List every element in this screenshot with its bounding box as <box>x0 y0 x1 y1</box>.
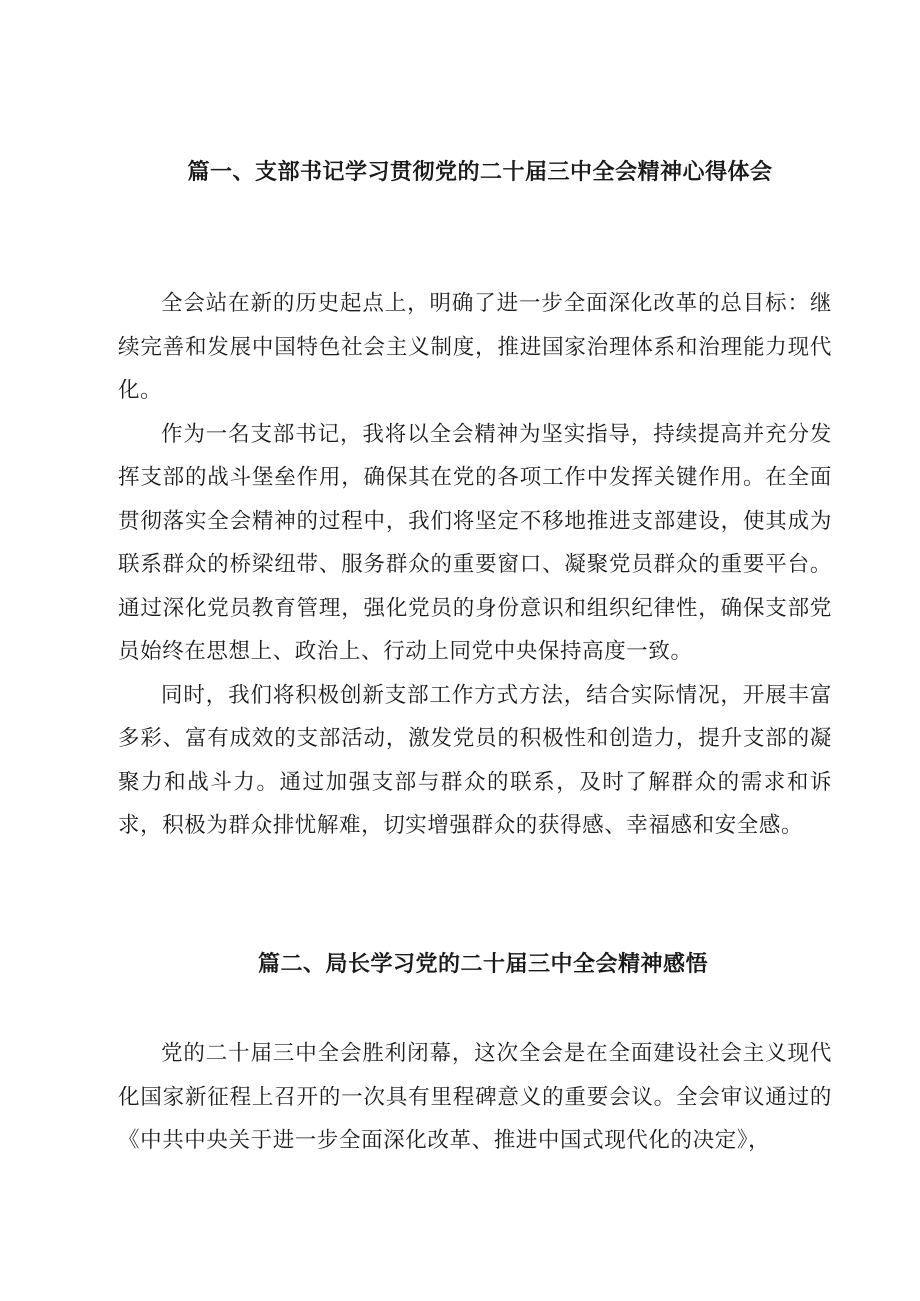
section-1-paragraph-3: 同时，我们将积极创新支部工作方式方法，结合实际情况，开展丰富多彩、富有成效的支部活动，激发党员的积极性和创造力，提升支部的凝聚力和战斗力。通过加强支部与群众的联系，及时了解群众的需求和诉求，积极为群众排忧解难，切实增强群众的获得感、幸福感和安全感。 <box>118 682 832 838</box>
section-1-body <box>118 282 832 848</box>
section-1-paragraph-1: 全会站在新的历史起点上，明确了进一步全面深化改革的总目标：继续完善和发展中国特色社会主义制度，推进国家治理体系和治理能力现代化。 <box>118 291 832 403</box>
section-1-title: 篇一、支部书记学习贯彻党的二十届三中全会精神心得体会 <box>187 160 773 185</box>
section-2-title: 篇二、局长学习党的二十届三中全会精神感悟 <box>257 952 708 977</box>
section-2-body <box>118 1032 832 1163</box>
section-2-paragraph-1: 党的二十届三中全会胜利闭幕，这次全会是在全面建设社会主义现代化国家新征程上召开的一次具有里程碑意义的重要会议。全会审议通过的《中共中央关于进一步全面深化改革、推进中国式现代化的决定》， <box>118 1041 832 1153</box>
section-1-paragraph-2: 作为一名支部书记，我将以全会精神为坚实指导，持续提高并充分发挥支部的战斗堡垒作用，确保其在党的各项工作中发挥关键作用。在全面贯彻落实全会精神的过程中，我们将坚定不移地推进支部建设，使其成为联系群众的桥梁纽带、服务群众的重要窗口、凝聚党员群众的重要平台。通过深化党员教育管理，强化党员的身份意识和组织纪律性，确保支部党员始终在思想上、政治上、行动上同党中央保持高度一致。 <box>118 421 832 664</box>
